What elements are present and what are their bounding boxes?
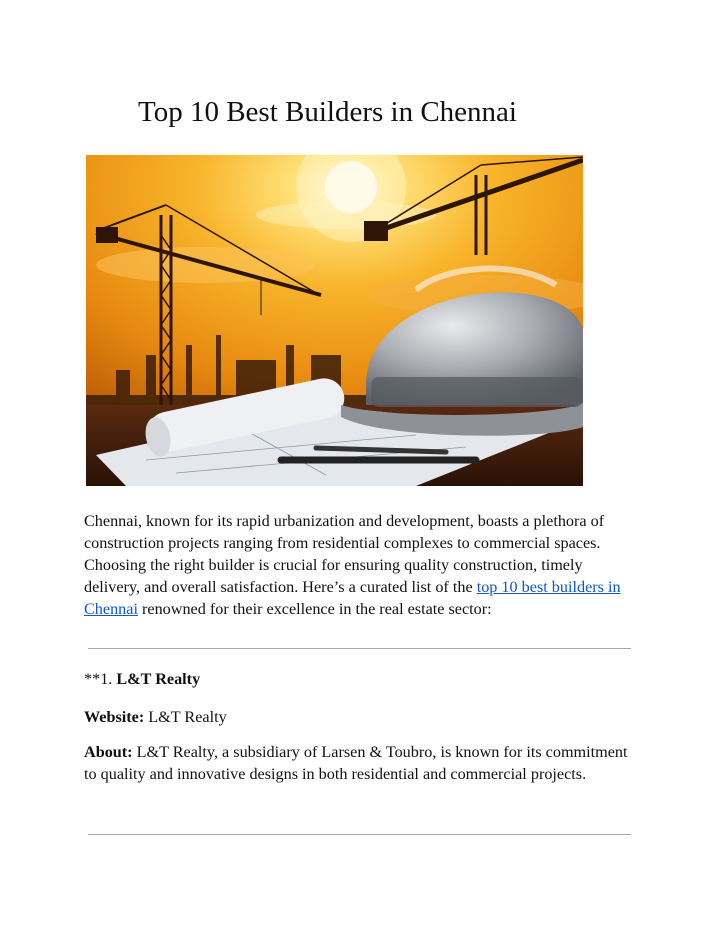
about-value: L&T Realty, a subsidiary of Larsen & Toubro, is known for its commitment to quality and innovative designs in both residential and commercial projects.: [84, 743, 628, 783]
website-label: Website:: [84, 708, 145, 726]
intro-text: Chennai, known for its rapid urbanization and development, boasts a plethora of construction projects ranging from residential complexes to commercial spaces. Choosing the right builder is crucial for ensuring quality construction, timely delivery, and overall satisfaction. Here’s a curated list of the: [84, 512, 605, 596]
construction-hero-image: [86, 155, 583, 486]
builder-website: [84, 706, 636, 728]
builder-about: [84, 741, 636, 785]
about-label: About:: [84, 743, 133, 761]
top-builders-link[interactable]: top 10 best builders in Chennai: [84, 578, 621, 618]
intro-paragraph: [84, 510, 636, 620]
entry-number: **1.: [84, 670, 117, 688]
divider: [88, 648, 631, 649]
hero-illustration: [86, 155, 583, 486]
page-title: Top 10 Best Builders in Chennai: [138, 96, 517, 128]
builder-entry-title: [84, 670, 200, 689]
intro-text-end: renowned for their excellence in the real estate sector:: [137, 600, 492, 618]
website-value: L&T Realty: [144, 708, 227, 726]
builder-name: L&T Realty: [116, 670, 201, 688]
divider: [88, 834, 631, 835]
